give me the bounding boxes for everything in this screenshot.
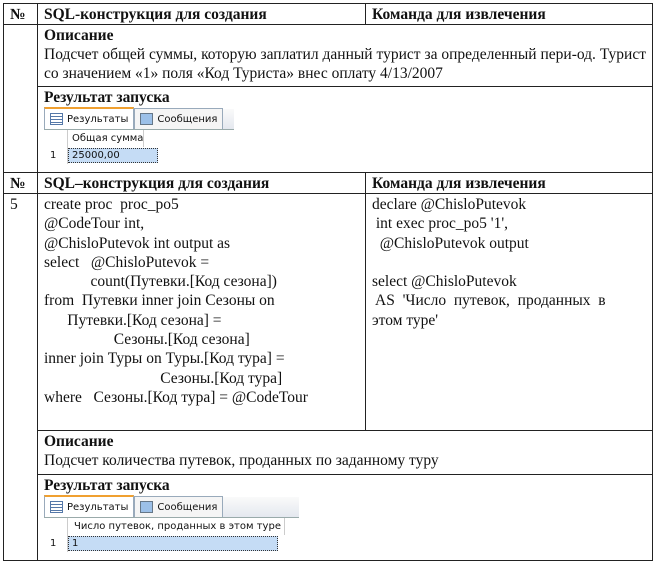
row-number-2: 1 — [44, 535, 68, 552]
tab-results-label: Результаты — [67, 501, 129, 513]
description-title-2: Описание — [44, 433, 114, 450]
tab-messages-label: Сообщения — [157, 113, 218, 125]
tab-messages-2[interactable] — [134, 496, 223, 517]
results-grid — [44, 109, 234, 164]
tab-messages[interactable] — [134, 108, 223, 129]
tab-results-label: Результаты — [67, 113, 129, 125]
result-cell — [37, 86, 653, 172]
column-header: Общая сумма — [68, 130, 144, 147]
description-title: Описание — [44, 27, 114, 44]
header-num: № — [3, 3, 37, 24]
cmd-code: declare @ChisloPutevok int exec proc_po5 '1', @ChisloPutevok output select @ChisloPutevok AS 'Число путевок, проданных в этом туре' — [372, 196, 606, 329]
sql-code-cell — [37, 193, 365, 430]
header-sql-2: SQL–конструкция для создания — [37, 172, 365, 193]
tab-results-2[interactable] — [44, 495, 134, 517]
row-number-cell: 5 — [3, 193, 37, 561]
header-cmd-2: Команда для извлечения — [365, 172, 653, 193]
header-sql: SQL-конструкция для создания — [37, 3, 365, 24]
sql-code: create proc proc_po5 @CodeTour int, @ChisloPutevok int output as select @ChisloPutevok = count(Путевки.[Код сезона]) from Путевки inner join Сезоны on Путевки.[Код сезона] = Сезоны.[Код сезона] inner join Туры on Туры.[Код тура] = Сезоны.[Код тура] where Сезоны.[Код тура] = @CodeTour — [44, 196, 308, 406]
grid-icon — [50, 501, 63, 513]
result-title: Результат запуска — [44, 89, 170, 106]
results-grid-2 — [44, 497, 299, 552]
messages-icon — [140, 113, 153, 125]
header-num-2: № — [3, 172, 37, 193]
tab-results[interactable] — [44, 107, 134, 129]
tab-messages-label: Сообщения — [157, 501, 218, 513]
header-cmd: Команда для извлечения — [365, 3, 653, 24]
description-text-2: Подсчет количества путевок, проданных по заданному туру — [44, 452, 439, 469]
cmd-code-cell — [365, 193, 653, 430]
result-value[interactable]: 25000,00 — [68, 148, 158, 163]
description-cell — [37, 24, 653, 86]
result-cell-2 — [37, 474, 653, 561]
description-cell-2 — [37, 430, 653, 474]
row-number: 1 — [44, 147, 68, 164]
num-cell — [3, 24, 37, 172]
grid-icon — [50, 113, 63, 125]
result-value-2[interactable]: 1 — [68, 536, 278, 551]
result-title-2: Результат запуска — [44, 477, 170, 494]
description-text: Подсчет общей суммы, которую заплатил данный турист за определенный пери-од. Турист со значением «1» поля «Код Туриста» внес оплату 4/13/2007 — [44, 46, 646, 82]
column-header-2: Число путевок, проданных в этом туре — [68, 518, 285, 535]
messages-icon — [140, 501, 153, 513]
